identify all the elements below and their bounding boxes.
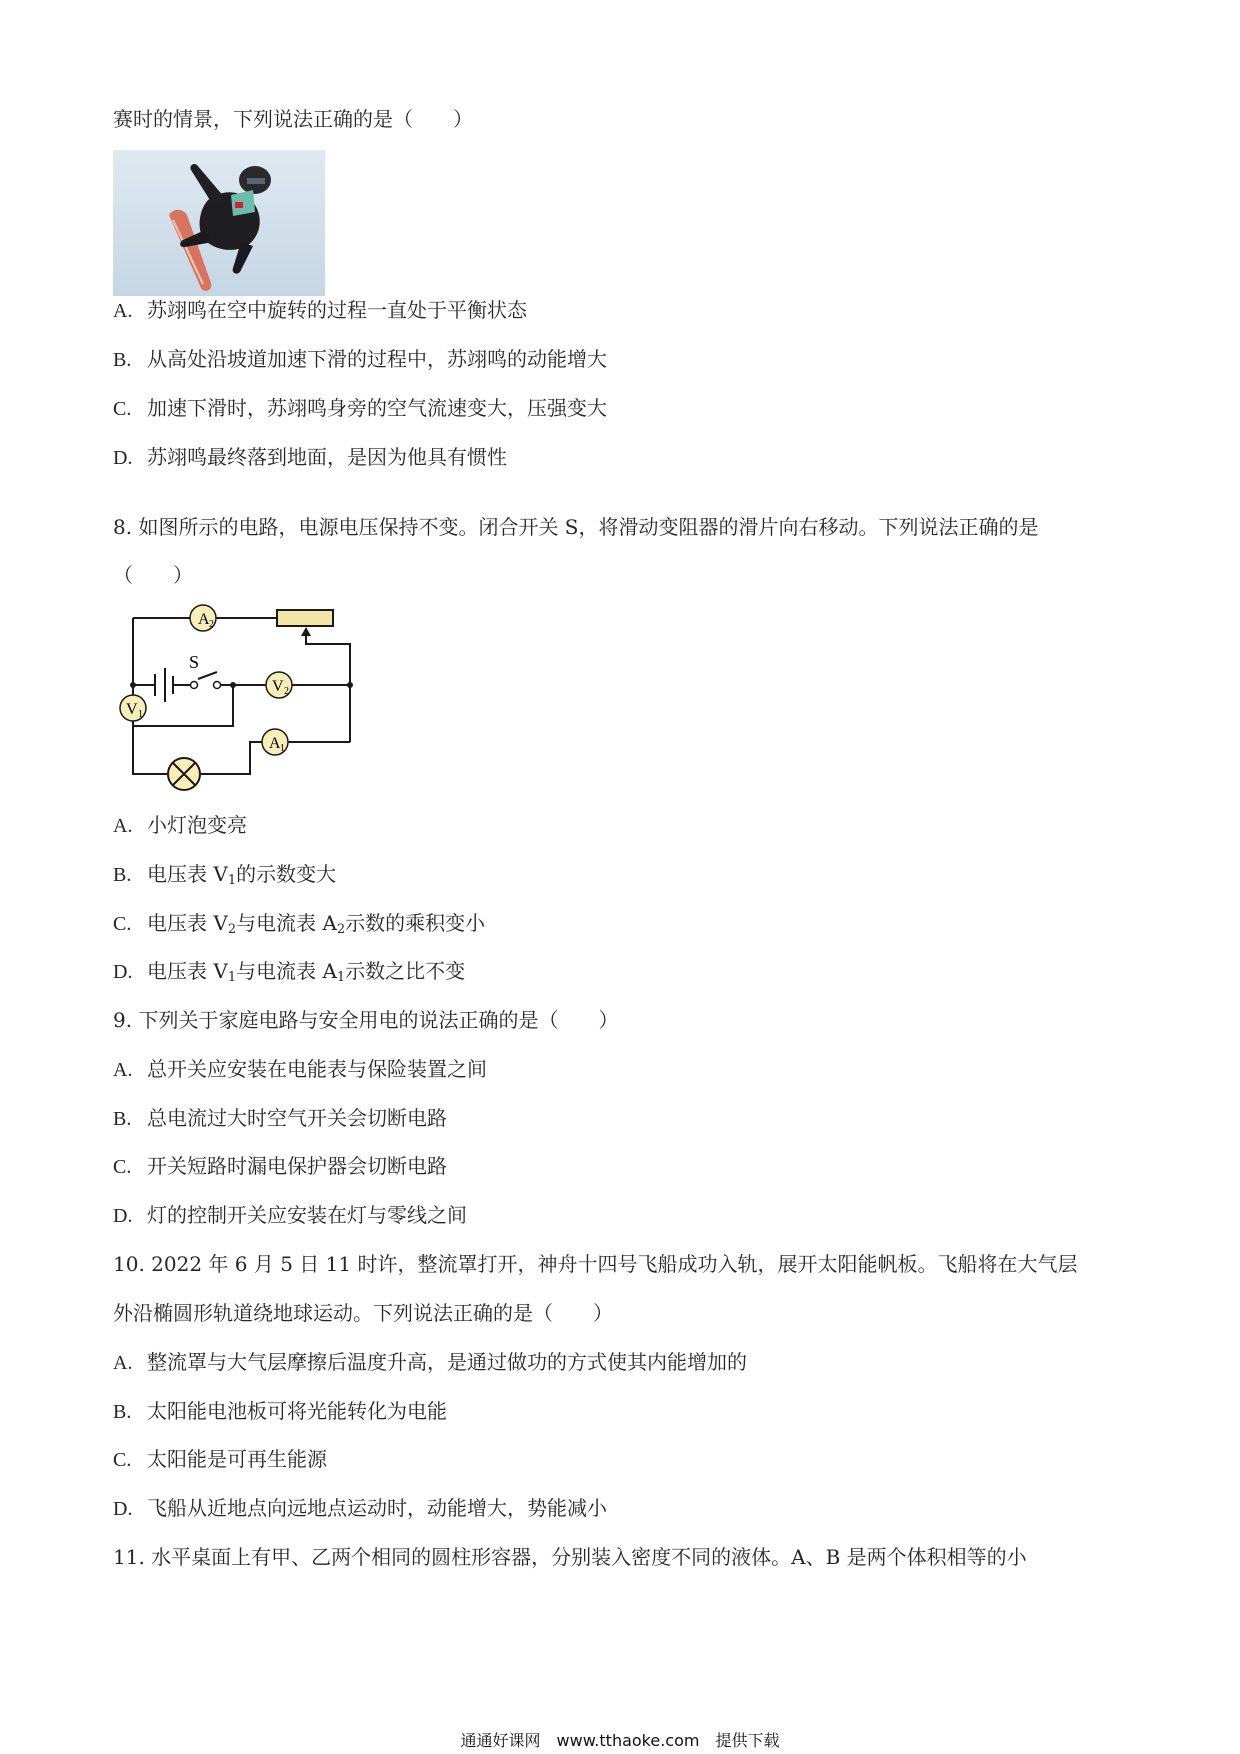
subscript: 1 [227,873,237,888]
option-text: 开关短路时漏电保护器会切断电路 [147,1154,447,1178]
circuit-diagram [113,596,363,796]
q10-stem-line-2: 外沿椭圆形轨道绕地球运动。下列说法正确的是（ ） [113,1301,613,1325]
option-letter: D. [113,1498,133,1520]
q9-option-a [113,1056,487,1083]
option-letter: C. [113,398,132,420]
meter-a1-label: A [269,735,281,752]
option-letter: A. [113,815,133,837]
option-letter: C. [113,1156,132,1178]
q8-option-d [113,958,465,991]
option-letter: B. [113,864,132,886]
subscript: 1 [227,970,237,985]
option-text: 苏翊鸣最终落到地面，是因为他具有惯性 [147,445,507,469]
option-letter: D. [113,961,133,983]
meter-v1-label: V [126,701,138,718]
option-text-post: 示数的乘积变小 [345,911,486,935]
option-text: 加速下滑时，苏翊鸣身旁的空气流速变大，压强变大 [147,396,607,420]
q10-option-b [113,1398,447,1425]
q7-option-a [113,297,527,324]
meter-v1-sub: 1 [138,709,143,720]
meter-a2-label: A [198,611,210,628]
q10-option-a [113,1349,747,1376]
switch-label: S [189,652,200,672]
page-footer: 通通好课网 www.tthaoke.com 提供下载 [460,1731,780,1750]
q9-stem: 9. 下列关于家庭电路与安全用电的说法正确的是（ ） [113,1008,619,1032]
option-text-pre: 电压表 V [147,959,228,983]
option-letter: D. [113,1205,133,1227]
option-letter: C. [113,913,132,935]
q8-stem-line-1: 8. 如图所示的电路，电源电压保持不变。闭合开关 S，将滑动变阻器的滑片向右移动。下列说法正确的是 [113,515,1039,539]
option-letter: B. [113,1401,132,1423]
option-text-post: 的示数变大 [236,862,337,886]
option-text-mid: 与电流表 A [236,959,337,983]
option-text: 整流罩与大气层摩擦后温度升高，是通过做功的方式使其内能增加的 [147,1350,747,1374]
q7-stem-tail: 赛时的情景，下列说法正确的是（ ） [113,107,473,131]
q10-stem-line-1: 10. 2022 年 6 月 5 日 11 时许，整流罩打开，神舟十四号飞船成功入轨，展开太阳能帆板。飞船将在大气层 [113,1252,1078,1276]
option-letter: D. [113,447,133,469]
q7-option-c [113,395,607,422]
option-text-pre: 电压表 V [147,862,228,886]
subscript: 1 [336,970,346,985]
option-text: 太阳能是可再生能源 [147,1447,327,1471]
q8-stem-line-2: （ ） [113,563,193,587]
q8-option-b [113,861,336,894]
option-text: 苏翊鸣在空中旋转的过程一直处于平衡状态 [147,298,527,322]
option-text-pre: 电压表 V [147,911,228,935]
option-letter: A. [113,300,133,322]
meter-a2-sub: 2 [209,619,214,630]
option-text: 飞船从近地点向远地点运动时，动能增大，势能减小 [147,1496,607,1520]
option-text: 灯的控制开关应安装在灯与零线之间 [147,1203,467,1227]
q10-option-d [113,1495,607,1522]
option-text: 从高处沿坡道加速下滑的过程中，苏翊鸣的动能增大 [147,347,607,371]
option-text-mid: 与电流表 A [236,911,337,935]
option-letter: C. [113,1449,132,1471]
q7-option-d [113,444,507,471]
q9-option-c [113,1153,447,1180]
option-letter: B. [113,1108,132,1130]
q8-option-a [113,812,247,839]
meter-v2-sub: 2 [284,686,289,697]
q7-option-b [113,346,607,373]
option-letter: A. [113,1352,133,1374]
meter-a1-sub: 1 [280,743,285,754]
option-letter: A. [113,1059,133,1081]
snowboarder-photo [113,150,325,296]
option-text-post: 示数之比不变 [345,959,466,983]
subscript: 2 [336,922,346,937]
option-text: 总电流过大时空气开关会切断电路 [147,1106,447,1130]
option-text: 太阳能电池板可将光能转化为电能 [147,1399,447,1423]
option-text: 总开关应安装在电能表与保险装置之间 [147,1057,487,1081]
q9-option-b [113,1105,447,1132]
meter-v2-label: V [272,678,284,695]
q11-stem-line-1: 11. 水平桌面上有甲、乙两个相同的圆柱形容器，分别装入密度不同的液体。A、B 是两个体积相等的小 [113,1545,1027,1569]
option-letter: B. [113,349,132,371]
q9-option-d [113,1202,467,1229]
option-text: 小灯泡变亮 [147,813,247,837]
q10-option-c [113,1446,327,1473]
subscript: 2 [227,922,237,937]
q8-option-c [113,910,485,943]
